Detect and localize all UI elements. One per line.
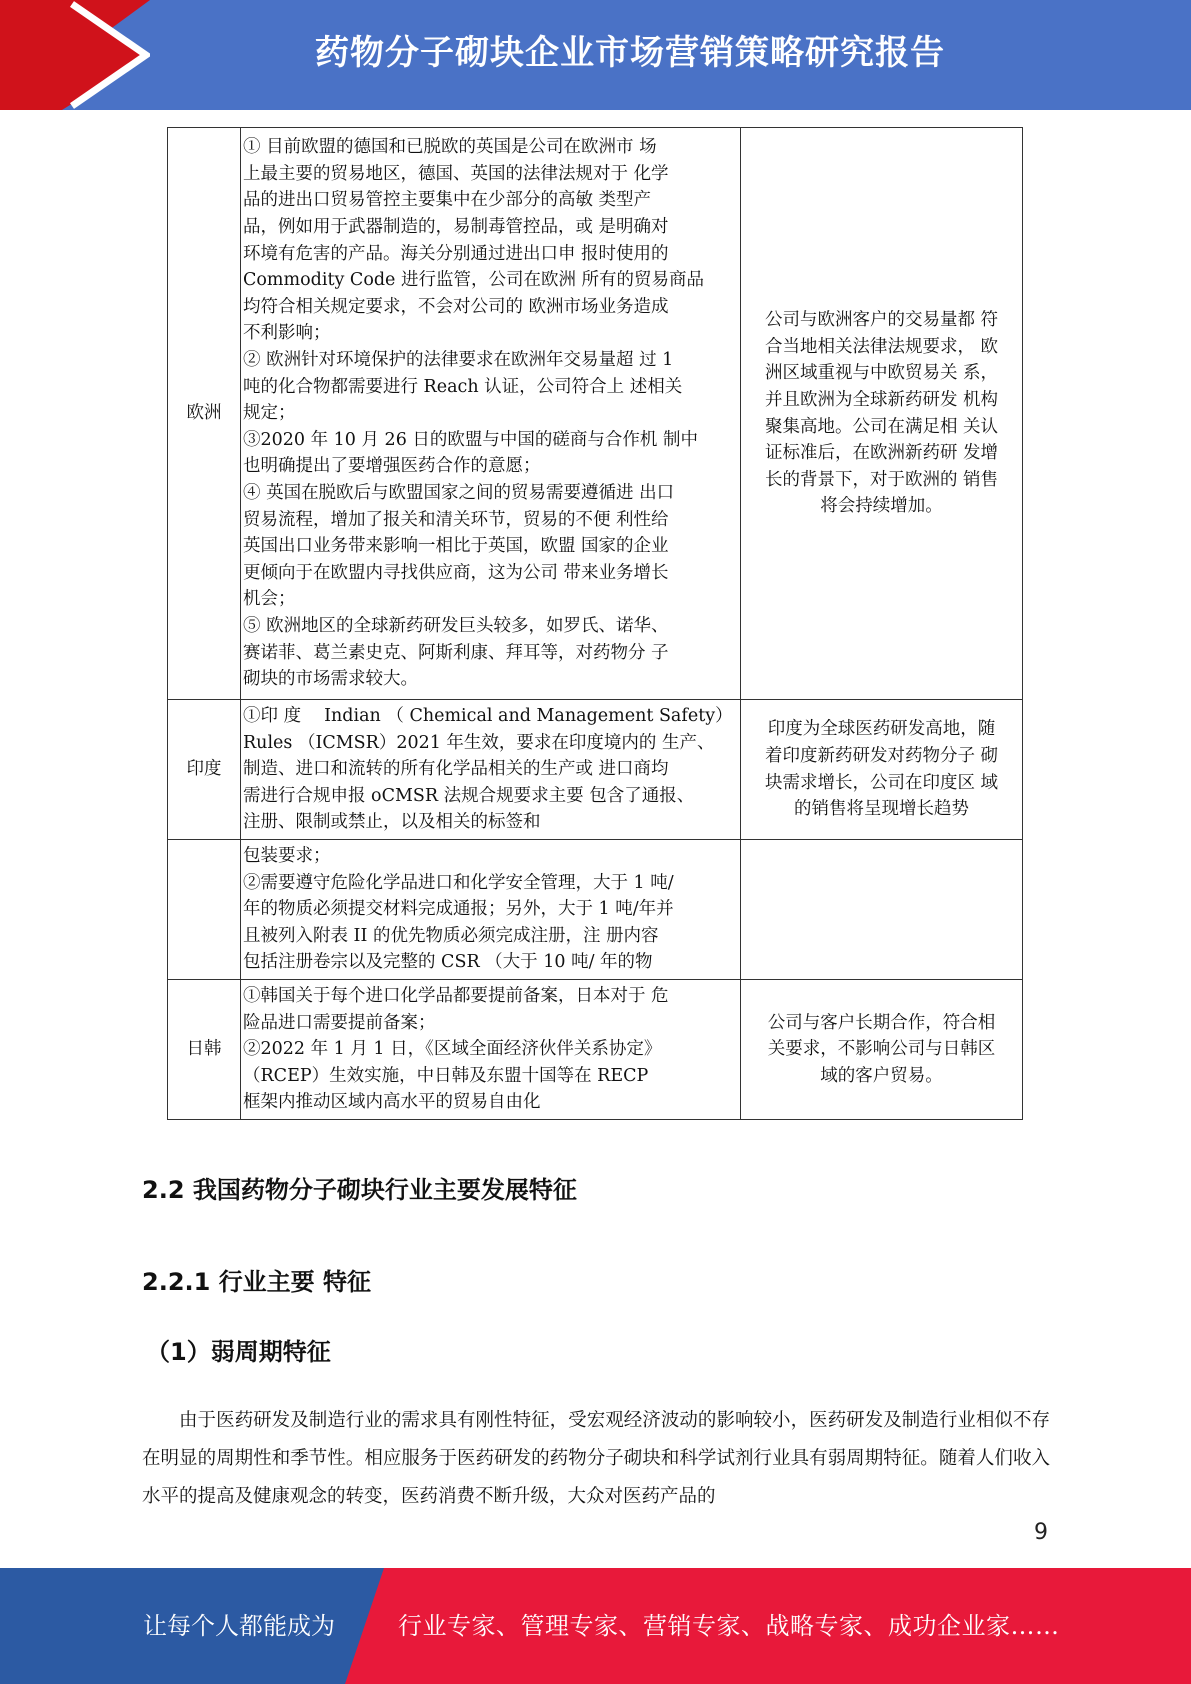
- header-title: 药物分子砌块企业市场营销策略研究报告: [315, 33, 945, 73]
- detail-line: ③2020 年 10 月 26 日的欧盟与中国的磋商与合作机 制中: [243, 429, 698, 450]
- detail-line: 也明确提出了要增强医药合作的意愿；: [243, 456, 541, 477]
- feature-heading: （1）弱周期特征: [146, 1338, 331, 1366]
- outlook-line: 关要求，不影响公司与日韩区: [767, 1039, 996, 1060]
- detail-line: Rules （ICMSR）2021 年生效，要求在印度境内的 生产、: [243, 732, 715, 753]
- detail-line: ①印 度 Indian （ Chemical and Management Safety）: [243, 706, 733, 727]
- outlook-line: 聚集高地。公司在满足相 关认: [764, 416, 999, 437]
- detail-line: ④ 英国在脱欧后与欧盟国家之间的贸易需要遵循进 出口: [243, 482, 675, 503]
- detail-line: 机会；: [243, 589, 296, 610]
- regulation-detail-cell: [241, 700, 741, 840]
- subsection-heading: 2.2.1 行业主要 特征: [142, 1268, 372, 1296]
- table-row: [168, 128, 1023, 700]
- header-chevron-icon: [0, 0, 150, 110]
- detail-line: 险品进口需要提前备案；: [243, 1012, 436, 1033]
- footer-slogan-left: 让每个人都能成为: [143, 1612, 335, 1640]
- outlook-line: 的销售将呈现增长趋势: [794, 799, 969, 820]
- detail-line: 更倾向于在欧盟内寻找供应商，这为公司 带来业务增长: [243, 562, 669, 583]
- detail-line: 规定；: [243, 403, 296, 424]
- page-footer: [0, 1568, 1191, 1684]
- detail-line: 均符合相关规定要求，不会对公司的 欧洲市场业务造成: [243, 296, 669, 317]
- outlook-line: 长的背景下，对于欧洲的 销售: [764, 469, 999, 490]
- page-header: [0, 0, 1191, 110]
- outlook-line: 域的客户贸易。: [820, 1065, 943, 1086]
- detail-line: 英国出口业务带来影响一相比于英国，欧盟 国家的企业: [243, 536, 669, 557]
- detail-line: 需进行合规申报 oCMSR 法规合规要求主要 包含了通报、: [243, 785, 695, 806]
- detail-line: （RCEP）生效实施，中日韩及东盟十国等在 RECP: [243, 1065, 649, 1086]
- detail-line: 注册、限制或禁止，以及相关的标签和: [243, 812, 541, 833]
- outlook-line: 着印度新药研发对药物分子 砌: [764, 745, 999, 766]
- detail-line: ⑤ 欧洲地区的全球新药研发巨头较多，如罗氏、诺华、: [243, 615, 669, 636]
- detail-line: 品的进出口贸易管控主要集中在少部分的高敏 类型产: [243, 190, 652, 211]
- detail-line: 品，例如用于武器制造的，易制毒管控品，或 是明确对: [243, 217, 669, 238]
- detail-line: 砌块的市场需求较大。: [243, 669, 418, 690]
- detail-line: Commodity Code 进行监管，公司在欧洲 所有的贸易商品: [243, 270, 705, 291]
- outlook-line: 洲区域重视与中欧贸易关 系，: [764, 363, 999, 384]
- detail-line: 贸易流程，增加了报关和清关环节，贸易的不便 利性给: [243, 509, 669, 530]
- outlook-line: 公司与欧洲客户的交易量都 符: [764, 310, 999, 331]
- page-number: 9: [1034, 1520, 1048, 1545]
- outlook-line: 将会持续增加。: [820, 496, 943, 517]
- outlook-line: 证标准后，在欧洲新药研 发增: [764, 443, 999, 464]
- detail-line: 且被列入附表 II 的优先物质必须完成注册，注 册内容: [243, 925, 659, 946]
- detail-line: 年的物质必须提交材料完成通报；另外，大于 1 吨/年并: [243, 899, 674, 920]
- section-heading: 2.2 我国药物分子砌块行业主要发展特征: [142, 1176, 577, 1204]
- outlook-line: 印度为全球医药研发高地，随: [767, 719, 996, 740]
- market-outlook-cell: [741, 700, 1023, 840]
- table-row: [168, 700, 1023, 840]
- regulation-detail-cell: [241, 128, 741, 700]
- detail-line: ② 欧洲针对环境保护的法律要求在欧洲年交易量超 过 1: [243, 350, 674, 371]
- detail-line: 吨的化合物都需要进行 Reach 认证，公司符合上 述相关: [243, 376, 683, 397]
- detail-line: ②2022 年 1 月 1 日，《区域全面经济伙伴关系协定》: [243, 1039, 662, 1060]
- detail-line: 赛诺菲、葛兰素史克、阿斯利康、拜耳等，对药物分 子: [243, 642, 669, 663]
- region-cell: 日韩: [168, 980, 241, 1120]
- regional-market-table: [167, 127, 1023, 1120]
- detail-line: ① 目前欧盟的德国和已脱欧的英国是公司在欧洲市 场: [243, 137, 657, 158]
- detail-line: 包括注册卷宗以及完整的 CSR （大于 10 吨/ 年的物: [243, 952, 653, 973]
- region-cell: 印度: [168, 700, 241, 840]
- market-outlook-cell: [741, 980, 1023, 1120]
- detail-line: 包装要求；: [243, 846, 331, 867]
- detail-line: 制造、进口和流转的所有化学品相关的生产或 进口商均: [243, 759, 669, 780]
- outlook-line: 并且欧洲为全球新药研发 机构: [764, 389, 999, 410]
- table-row: [168, 840, 1023, 980]
- detail-line: 框架内推动区域内高水平的贸易自由化: [243, 1092, 541, 1113]
- body-paragraph: 由于医药研发及制造行业的需求具有刚性特征，受宏观经济波动的影响较小，医药研发及制造行业相似不存在明显的周期性和季节性。相应服务于医药研发的药物分子砌块和科学试剂行业具有弱周期特征。随着人们收入水平的提高及健康观念的转变，医药消费不断升级，大众对医药产品的: [142, 1410, 1050, 1507]
- detail-line: 不利影响；: [243, 323, 331, 344]
- detail-line: ②需要遵守危险化学品进口和化学安全管理，大于 1 吨/: [243, 872, 674, 893]
- market-outlook-cell: [741, 128, 1023, 700]
- region-cell: [168, 840, 241, 980]
- footer-slogan-right: 行业专家、管理专家、营销专家、战略专家、成功企业家……: [398, 1612, 1060, 1640]
- regulation-detail-cell: [241, 840, 741, 980]
- outlook-line: 合当地相关法律法规要求， 欧: [764, 336, 999, 357]
- outlook-line: 公司与客户长期合作，符合相: [767, 1012, 996, 1033]
- regulation-detail-cell: [241, 980, 741, 1120]
- market-outlook-cell: [741, 840, 1023, 980]
- detail-line: ①韩国关于每个进口化学品都要提前备案，日本对于 危: [243, 986, 669, 1007]
- region-cell: 欧洲: [168, 128, 241, 700]
- outlook-line: 块需求增长，公司在印度区 域: [764, 772, 999, 793]
- detail-line: 环境有危害的产品。海关分别通过进出口申 报时使用的: [243, 243, 669, 264]
- detail-line: 上最主要的贸易地区，德国、英国的法律法规对于 化学: [243, 163, 669, 184]
- table-row: [168, 980, 1023, 1120]
